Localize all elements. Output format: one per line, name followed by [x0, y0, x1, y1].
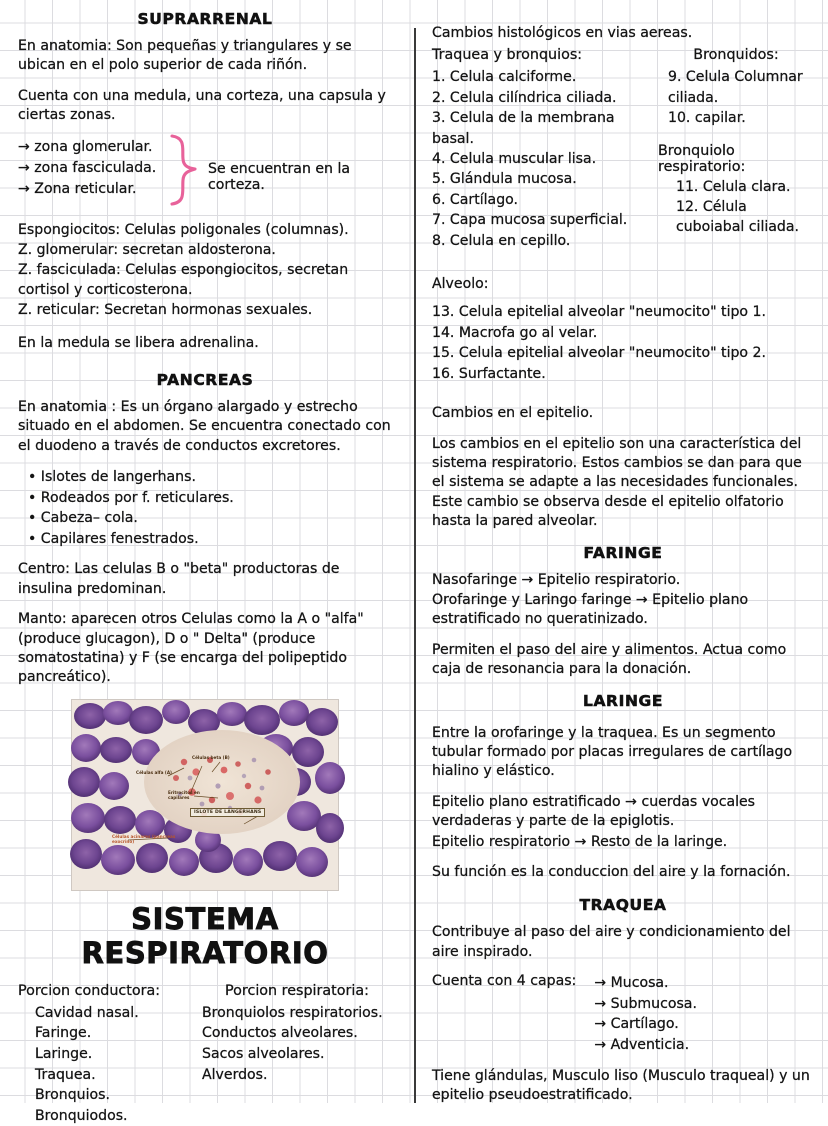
list-item: 13. Celula epitelial alveolar "neumocito" tipo 1. [432, 304, 766, 321]
list-item: 5. Glándula mucosa. [432, 171, 577, 188]
espongiocito-detail: Z. fasciculada: Celulas espongiocitos, secretan cortisol y corticosterona. [18, 262, 349, 298]
list-item: • Capilares fenestrados. [28, 530, 199, 547]
traquea-paragraph-1: Contribuye al paso del aire y condicionamiento del aire inspirado. [432, 924, 791, 960]
list-item: 14. Macrofa go al velar. [432, 324, 598, 341]
list-item: 4. Celula muscular lisa. [432, 151, 597, 168]
list-item: Traquea. [35, 1066, 96, 1083]
cambios-epitelio-paragraph: Los cambios en el epitelio son una característica del sistema respiratorio. Estos cambios se dan para que el sistema se adapte a las necesidades funcionales. Este cambio se observa desde el epitelio olfatorio hasta la pared alveolar. [432, 435, 802, 530]
list-item: 7. Capa mucosa superficial. [432, 212, 628, 229]
list-item: 6. Cartílago. [432, 191, 518, 208]
suprarrenal-zonas-block [18, 137, 392, 207]
list-item: Bronquiolos respiratorios. [202, 1004, 383, 1021]
pancreas-manto-paragraph: Manto: aparecen otros Celulas como la A o "alfa" (produce glucagon), D o " Delta" (produce somatostatina) y F (se encarga del polipeptido pancreático). [18, 611, 364, 686]
list-item: Alverdos. [202, 1066, 268, 1083]
bronquidos-column [658, 47, 814, 251]
vias-aereas-block [432, 47, 814, 251]
laringe-paragraph-2: Su función es la conduccion del aire y la fornación. [432, 864, 791, 880]
list-item: Bronquiodos. [35, 1107, 128, 1124]
traquea-capas-label: Cuenta con 4 capas: [432, 973, 577, 990]
list-item: • Cabeza– cola. [28, 510, 138, 527]
traquea-capas-block [432, 973, 814, 1055]
porcion-conductora-column [18, 983, 202, 1126]
list-item: 1. Celula calciforme. [432, 69, 577, 86]
porcion-respiratoria-title: Porcion respiratoria: [225, 982, 369, 999]
list-item: 12. Célula cuboiabal ciliada. [676, 199, 799, 236]
list-item: 9. Celula Columnar ciliada. [668, 69, 803, 106]
list-item: 16. Surfactante. [432, 365, 546, 382]
faringe-line-1: Nasofaringe → Epitelio respiratorio. [432, 571, 681, 588]
list-item: Bronquios. [35, 1087, 110, 1104]
espongiocitos-intro: Espongiocitos: Celulas poligonales (columnas). [18, 221, 349, 238]
pancreas-histology-image [71, 699, 339, 891]
pink-brace-icon [166, 133, 200, 207]
porcion-conductora-title: Porcion conductora: [18, 982, 161, 999]
zona-item: → Zona reticular. [18, 180, 137, 197]
list-item: • Rodeados por f. reticulares. [28, 489, 234, 506]
cambios-histologicos-intro: Cambios histológicos en vias aereas. [432, 25, 693, 41]
list-item: Cavidad nasal. [35, 1004, 139, 1021]
list-item: 11. Celula clara. [676, 178, 791, 195]
micrograph-tag-capilares: Eritrocitos en capilares [168, 789, 200, 800]
faringe-line-2: Orofaringe y Laringo faringe → Epitelio plano estratificado no queratinizado. [432, 591, 749, 628]
micrograph-tag-alfa: Células alfa (A) [136, 769, 172, 775]
micrograph-islote-label: ISLOTE DE LANGERHANS [190, 808, 265, 817]
respiratory-portions-block [18, 983, 392, 1126]
list-item: → Cartílago. [594, 1016, 679, 1033]
cambios-epitelio-title: Cambios en el epitelio. [432, 405, 594, 422]
list-item: Faringe. [35, 1025, 92, 1042]
list-item: → Mucosa. [594, 975, 669, 992]
porcion-conductora-list [35, 1003, 202, 1126]
list-item: → Adventicia. [594, 1037, 690, 1053]
zona-item: → zona glomerular. [18, 138, 153, 155]
alveolo-list [432, 302, 814, 384]
zona-item: → zona fasciculada. [18, 159, 157, 176]
bronquidos-title: Bronquidos: [693, 47, 779, 64]
bronquiolo-respiratorio-title: Bronquiolo respiratorio: [658, 142, 746, 175]
traquea-bronquios-title: Traquea y bronquios: [432, 47, 583, 64]
bronquidos-list [668, 67, 814, 128]
list-item: • Islotes de langerhans. [28, 469, 196, 486]
list-item: 2. Celula cilíndrica ciliada. [432, 89, 617, 106]
pancreas-bullet-list [18, 467, 392, 549]
list-item: Laringe. [35, 1045, 93, 1062]
heading-suprarrenal: SUPRARRENAL [137, 10, 273, 28]
list-item: 3. Celula de la membrana basal. [432, 110, 615, 147]
list-item: Conductos alveolares. [202, 1025, 358, 1042]
laringe-line-1: Epitelio plano estratificado → cuerdas vocales verdaderas y parte de la epiglotis. [432, 793, 756, 830]
medula-adrenalina-line: En la medula se libera adrenalina. [18, 334, 259, 351]
suprarrenal-cuenta-paragraph: Cuenta con una medula, una corteza, una capsula y ciertas zonas. [18, 87, 386, 124]
suprarrenal-anatomia-paragraph: En anatomia: Son pequeñas y triangulares y se ubican en el polo superior de cada riñón. [18, 38, 352, 74]
list-item: 15. Celula epitelial alveolar "neumocito" tipo 2. [432, 345, 766, 362]
list-item: Sacos alveolares. [202, 1045, 325, 1062]
faringe-paragraph: Permiten el paso del aire y alimentos. Actua como caja de resonancia para la donación. [432, 641, 787, 678]
traquea-capas-list [594, 973, 697, 1055]
espongiocito-detail: Z. glomerular: secretan aldosterona. [18, 242, 276, 259]
laringe-line-2: Epitelio respiratorio → Resto de la laringe. [432, 833, 728, 850]
list-item: 10. capilar. [668, 110, 746, 127]
porcion-respiratoria-column [202, 983, 392, 1126]
heading-pancreas: PANCREAS [156, 371, 254, 390]
bronquiolo-respiratorio-list [676, 177, 814, 238]
alveolo-title: Alveolo: [432, 276, 489, 293]
espongiocito-detail: Z. reticular: Secretan hormonas sexuales. [18, 302, 313, 319]
laringe-paragraph-1: Entre la orofaringe y la traquea. Es un segmento tubular formado por placas irregulares de cartílago hialino y elástico. [432, 724, 793, 780]
traquea-bronquios-column [432, 47, 654, 251]
heading-faringe: FARINGE [583, 543, 663, 562]
heading-sistema-respiratorio: SISTEMA RESPIRATORIO [81, 901, 329, 970]
heading-laringe: LARINGE [582, 691, 664, 710]
traquea-bronquios-list [432, 67, 654, 251]
list-item: 8. Celula en cepillo. [432, 232, 571, 249]
heading-traquea: TRAQUEA [579, 896, 667, 915]
micrograph-tag-acinares: Células acinares (pancreas exocrino) [112, 833, 176, 844]
pancreas-centro-paragraph: Centro: Las celulas B o "beta" productoras de insulina predominan. [18, 561, 340, 597]
list-item: → Submucosa. [594, 995, 697, 1012]
micrograph-tag-beta: Células beta (B) [192, 754, 230, 760]
right-column [416, 0, 828, 1116]
zonas-brace-note: Se encuentran en la corteza. [208, 160, 350, 193]
porcion-respiratoria-list [202, 1003, 392, 1085]
suprarrenal-zonas-list [18, 137, 156, 200]
traquea-paragraph-2: Tiene glándulas, Musculo liso (Musculo traqueal) y un epitelio pseudoestratificado. [432, 1067, 810, 1103]
pancreas-anatomia-paragraph: En anatomia : Es un órgano alargado y estrecho situado en el abdomen. Se encuentra conectado con el duodeno a través de conductos excretores. [18, 399, 391, 454]
